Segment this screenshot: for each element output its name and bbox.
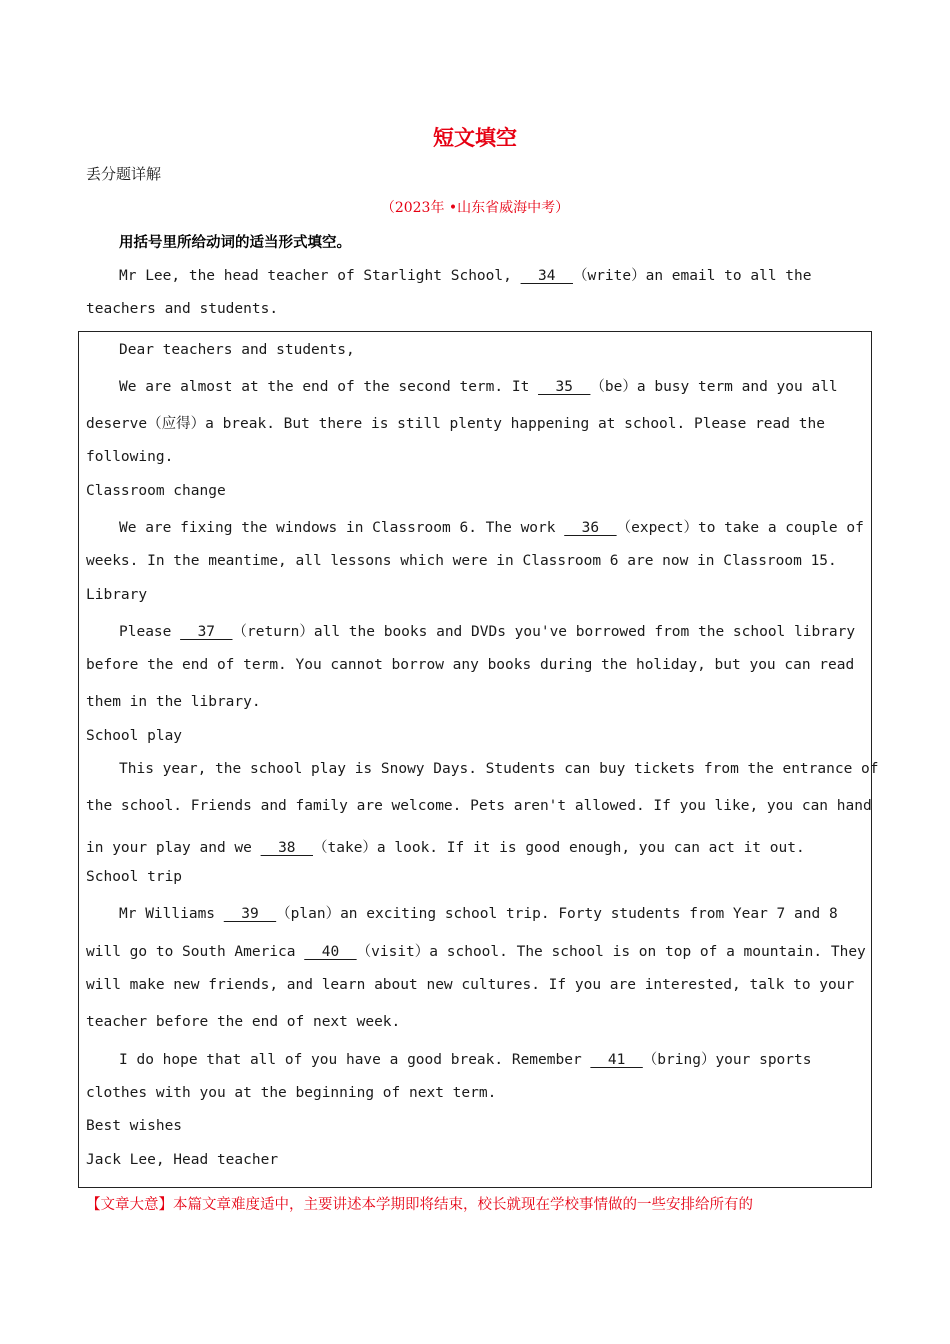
section-heading-trip: School trip	[86, 869, 183, 885]
article-summary: 【文章大意】本篇文章难度适中，主要讲述本学期即将结束，校长就现在学校事情做的一些安排给所有的	[86, 1197, 753, 1213]
paragraph-line: teacher before the end of next week.	[86, 1014, 401, 1030]
paragraph-line: following.	[86, 449, 174, 465]
text: We are almost at the end of the second term. It	[119, 379, 539, 395]
section-heading-classroom: Classroom change	[86, 483, 226, 499]
exam-source: （2023年 •山东省威海中考）	[380, 200, 570, 216]
text: in your play and we	[86, 840, 261, 856]
letter-greeting: Dear teachers and students,	[119, 342, 355, 358]
intro-text: （write）an email to all the	[572, 268, 812, 284]
blank-35[interactable]: 35	[538, 379, 591, 395]
text: We are fixing the windows in Classroom 6. The work	[119, 520, 565, 536]
blank-37[interactable]: 37	[180, 624, 233, 640]
blank-40[interactable]: 40	[304, 944, 357, 960]
blank-39[interactable]: 39	[223, 906, 277, 922]
text: Mr Williams	[119, 906, 224, 922]
text: will go to South America	[86, 944, 305, 960]
paragraph-line	[119, 1048, 811, 1069]
text: （return）all the books and DVDs you've borrowed from the school library	[232, 624, 856, 640]
text: （be）a busy term and you all	[590, 379, 838, 395]
paragraph-line	[119, 375, 838, 396]
paragraph-line: This year, the school play is Snowy Days. Students can buy tickets from the entrance of	[119, 761, 879, 777]
paragraph-line	[119, 902, 838, 923]
paragraph-line: before the end of term. You cannot borrow any books during the holiday, but you can read	[86, 657, 855, 673]
page-title: 短文填空	[433, 126, 517, 150]
text: （plan）an exciting school trip. Forty students from Year 7 and 8	[276, 906, 838, 922]
letter-closing: Best wishes	[86, 1118, 183, 1134]
paragraph-line	[86, 940, 866, 961]
section-heading-library: Library	[86, 587, 148, 603]
instruction: 用括号里所给动词的适当形式填空。	[119, 235, 351, 251]
text: I do hope that all of you have a good break. Remember	[119, 1052, 591, 1068]
intro-text: Mr Lee, the head teacher of Starlight School,	[119, 268, 521, 284]
section-subtitle: 丢分题详解	[86, 165, 162, 183]
paragraph-line: deserve（应得）a break. But there is still plenty happening at school. Please read the	[86, 416, 825, 432]
blank-36[interactable]: 36	[564, 520, 617, 536]
text: （bring）your sports	[642, 1052, 812, 1068]
blank-38[interactable]: 38	[260, 840, 313, 856]
text: （take）a look. If it is good enough, you can act it out.	[313, 840, 805, 856]
letter-signature: Jack Lee, Head teacher	[86, 1152, 279, 1168]
paragraph-line	[119, 516, 864, 537]
intro-line-1	[119, 264, 811, 285]
paragraph-line	[86, 836, 805, 857]
blank-41[interactable]: 41	[590, 1052, 643, 1068]
paragraph-line: weeks. In the meantime, all lessons which were in Classroom 6 are now in Classroom 15.	[86, 553, 837, 569]
paragraph-line	[119, 620, 855, 641]
paragraph-line: will make new friends, and learn about new cultures. If you are interested, talk to your	[86, 977, 855, 993]
intro-line-2: teachers and students.	[86, 301, 279, 317]
paragraph-line: the school. Friends and family are welcome. Pets aren't allowed. If you like, you can hand	[86, 798, 872, 814]
section-heading-play: School play	[86, 728, 183, 744]
paragraph-line: clothes with you at the beginning of next term.	[86, 1085, 497, 1101]
paragraph-line: them in the library.	[86, 694, 261, 710]
text: Please	[119, 624, 181, 640]
text: （visit）a school. The school is on top of a mountain. They	[356, 944, 866, 960]
blank-34[interactable]: 34	[520, 268, 573, 284]
text: （expect）to take a couple of	[616, 520, 864, 536]
